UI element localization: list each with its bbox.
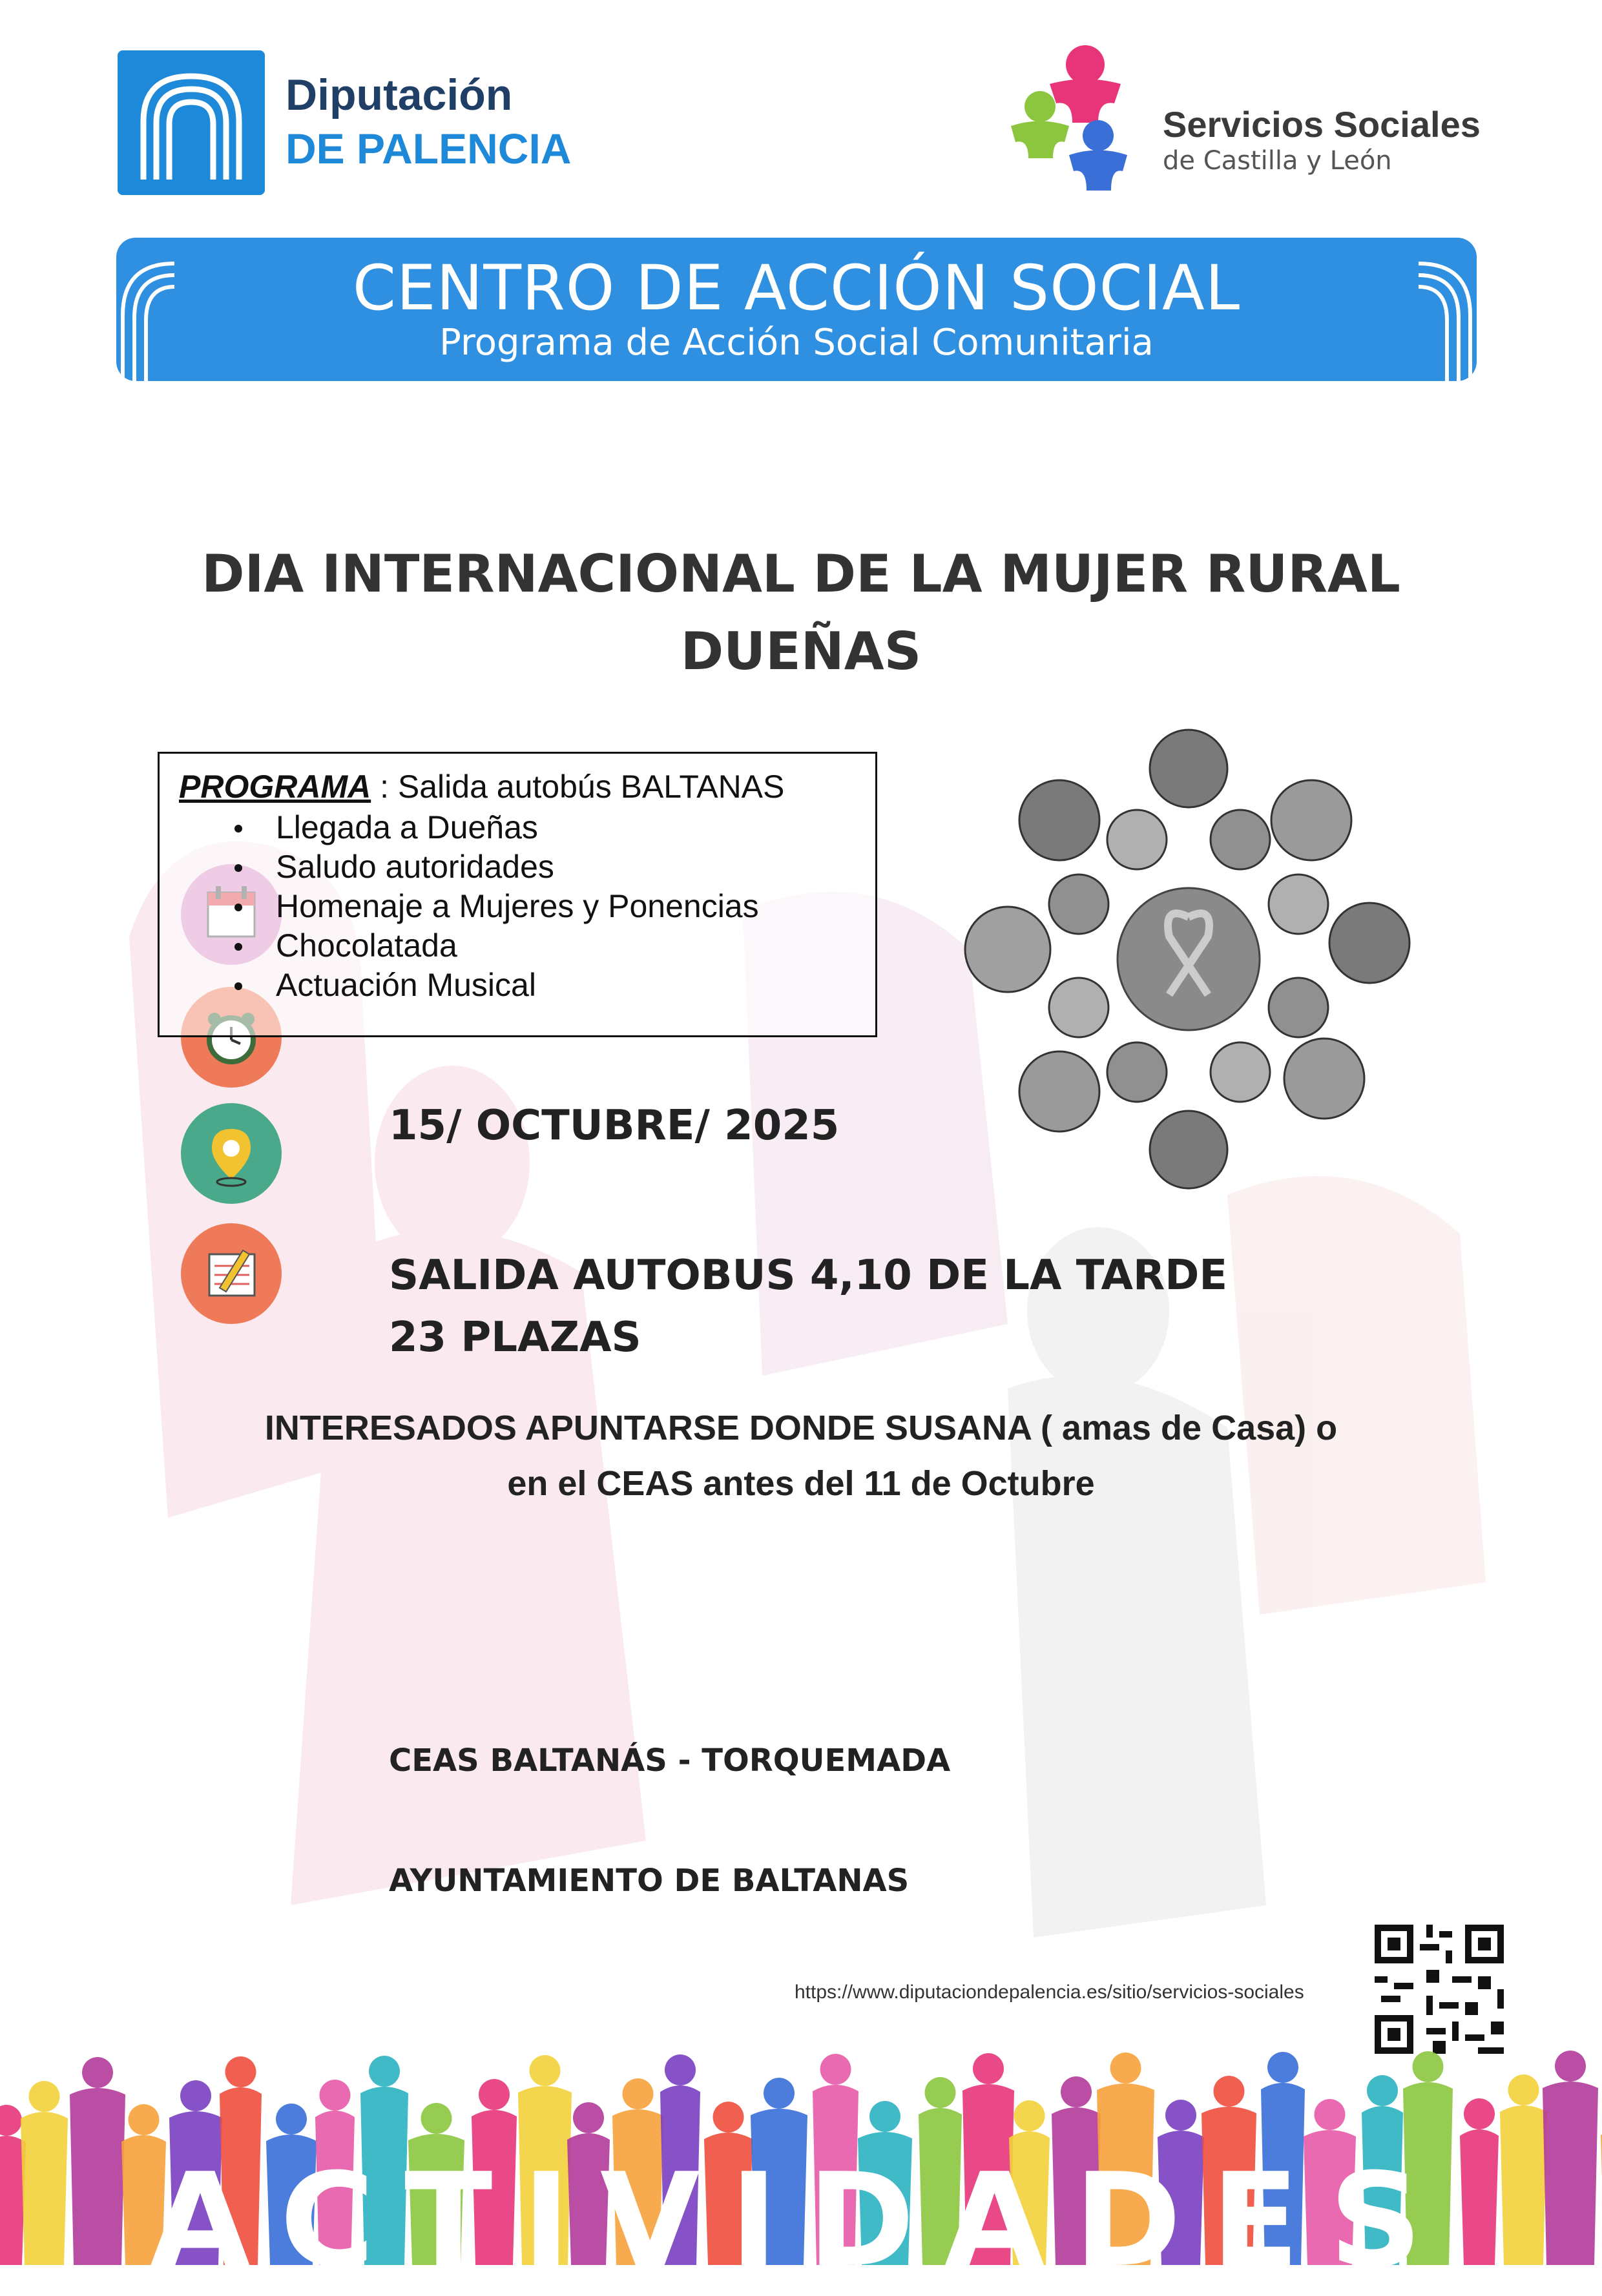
person-head: [1110, 2053, 1141, 2084]
person-head: [225, 2056, 256, 2087]
person-head: [925, 2077, 956, 2108]
diputacion-logo: [118, 50, 265, 195]
person-head: [1367, 2075, 1398, 2106]
castilla-leon-name: de Castilla y León: [1163, 146, 1392, 176]
person-head: [276, 2104, 307, 2135]
servicios-sociales-logo: [988, 39, 1163, 207]
women-circle-illustration: [937, 710, 1441, 1214]
palencia-name: DE PALENCIA: [286, 125, 572, 172]
banner-title: CENTRO DE ACCIÓN SOCIAL: [352, 252, 1241, 324]
person-head: [1555, 2051, 1586, 2082]
person-head: [1464, 2098, 1495, 2129]
arch-icon: [118, 50, 265, 195]
person-head: [1165, 2100, 1196, 2131]
person-head: [665, 2054, 696, 2085]
person-head: [479, 2079, 510, 2110]
event-title: DIA INTERNACIONAL DE LA MUJER RURAL: [202, 544, 1400, 604]
person-head: [82, 2057, 113, 2088]
servicios-sociales-name: Servicios Sociales: [1163, 104, 1481, 145]
list-item: Chocolatada: [276, 926, 759, 966]
seats-available: 23 PLAZAS: [389, 1314, 641, 1361]
event-place: DUEÑAS: [680, 621, 922, 681]
person-head: [1413, 2051, 1444, 2082]
notepad-pencil-icon: [181, 1223, 282, 1324]
diputacion-name: Diputación: [286, 70, 513, 119]
person-head: [1508, 2074, 1539, 2105]
person-head: [973, 2053, 1004, 2084]
centro-accion-social-banner: [116, 238, 1477, 381]
person-head: [869, 2101, 900, 2132]
person-head: [1267, 2052, 1298, 2083]
person-head: [129, 2104, 160, 2135]
person-head: [421, 2103, 452, 2134]
person-head: [1061, 2076, 1092, 2107]
person-head: [29, 2081, 60, 2112]
banner-subtitle: Programa de Acción Social Comunitaria: [439, 322, 1154, 364]
program-first-item: : Salida autobús BALTANAS: [371, 769, 785, 805]
list-item: Homenaje a Mujeres y Ponencias: [276, 887, 759, 926]
person-head: [820, 2054, 851, 2085]
actividades-banner-word: ACTIVIDADES: [150, 2146, 1452, 2296]
person-head: [713, 2102, 744, 2133]
program-label: PROGRAMA: [179, 769, 371, 805]
person-head: [320, 2080, 351, 2111]
person-head: [573, 2102, 604, 2133]
person-head: [1315, 2099, 1346, 2130]
person-head: [1014, 2100, 1045, 2131]
bus-departure: SALIDA AUTOBUS 4,10 DE LA TARDE: [389, 1252, 1228, 1299]
ayuntamiento-organizer: AYUNTAMIENTO DE BALTANAS: [389, 1863, 910, 1899]
person-head: [530, 2055, 561, 2086]
person-head: [1214, 2076, 1245, 2107]
location-pin-icon: [181, 1103, 282, 1204]
person-head: [0, 2105, 22, 2136]
list-item: Llegada a Dueñas: [276, 808, 759, 847]
list-item: Saludo autoridades: [276, 847, 759, 887]
list-item: Actuación Musical: [276, 966, 759, 1005]
signup-note-line2: en el CEAS antes del 11 de Octubre: [507, 1464, 1095, 1503]
program-heading: [179, 768, 784, 805]
person-head: [180, 2080, 211, 2111]
website-url[interactable]: https://www.diputaciondepalencia.es/sitio/servicios-sociales: [795, 1981, 1304, 2003]
person-head: [369, 2056, 400, 2087]
ceas-organizer: CEAS BALTANÁS - TORQUEMADA: [389, 1743, 951, 1779]
program-box: [158, 752, 877, 1037]
signup-note-line1: INTERESADOS APUNTARSE DONDE SUSANA ( amas de Casa) o: [264, 1409, 1338, 1447]
person-head: [623, 2078, 654, 2109]
program-list: [276, 808, 759, 1005]
event-date: 15/ OCTUBRE/ 2025: [389, 1102, 840, 1150]
person-head: [764, 2078, 795, 2109]
